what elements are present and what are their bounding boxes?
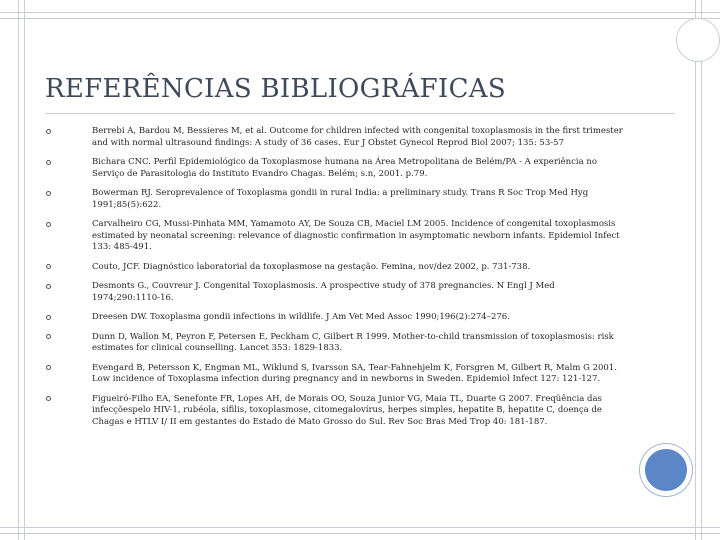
reference-text: Carvalheiro CG, Mussi-Pinhata MM, Yamamoto AY, De Souza CB, Maciel LM 2005. Incidence of congenital toxoplasmosis estimated by neonatal screening: relevance of diagnostic confirmation in asymptomatic newborn infants. Epidemiol Infect 133: 485-491. — [92, 219, 620, 252]
reference-text: Bichara CNC. Perfil Epidemiológico da Toxoplasmose humana na Área Metropolitana de Belém/PA - A experiência no Serviço de Parasitologia do Instituto Evandro Chagas. Belém; s.n, 2001. p.79. — [92, 157, 597, 179]
frame-line-right-outer — [701, 0, 702, 540]
frame-line-left-outer — [18, 0, 19, 540]
frame-line-top-outer — [0, 12, 720, 13]
title-divider — [45, 113, 675, 114]
decorative-circle-bottom-right — [640, 444, 692, 496]
bullet-icon — [46, 334, 51, 339]
bullet-icon — [46, 129, 51, 134]
bullet-icon — [46, 222, 51, 227]
frame-line-right-inner — [695, 0, 696, 540]
reference-text: Dunn D, Wallon M, Peyron F, Petersen E, Peckham C, Gilbert R 1999. Mother-to-child transmission of toxoplasmosis: risk estimates for clinical counselling. Lancet 353: 1829-1833. — [92, 331, 614, 353]
reference-item — [44, 126, 624, 149]
reference-text: Couto, JCF. Diagnóstico laboratorial da toxoplasmose na gestação. Femina, nov/dez 2002, p. 731-738. — [92, 261, 531, 272]
reference-text: Evengard B, Petersson K, Engman ML, Wiklund S, Ivarsson SA, Tear-Fahnehjelm K, Forsgren M, Gilbert R, Malm G 2001. Low incidence of Toxoplasma infection during pregnancy and in newborns in Sweden. Epidemiol Infect 127: 121-127. — [92, 362, 617, 384]
reference-item — [44, 332, 624, 355]
reference-item — [44, 188, 624, 211]
reference-item — [44, 262, 624, 274]
bullet-icon — [46, 396, 51, 401]
reference-text: Desmonts G., Couvreur J. Congenital Toxoplasmosis. A prospective study of 378 pregnancies. N Engl J Med 1974;290:1110-16. — [92, 281, 555, 303]
bullet-icon — [46, 160, 51, 165]
reference-list — [44, 126, 624, 436]
reference-item — [44, 312, 624, 324]
decorative-circle-top-right — [676, 18, 720, 62]
slide-title: REFERÊNCIAS BIBLIOGRÁFICAS — [45, 74, 506, 104]
reference-item — [44, 394, 624, 429]
bullet-icon — [46, 264, 51, 269]
reference-text: Bowerman RJ. Seroprevalence of Toxoplasma gondii in rural India: a preliminary study. Trans R Soc Trop Med Hyg 1991;85(5):622. — [92, 188, 589, 210]
reference-item — [44, 157, 624, 180]
reference-text: Figueiró-Filho EA, Senefonte FR, Lopes AH, de Morais OO, Souza Junior VG, Maia TL, Duarte G 2007. Freqüência das infecçõespelo HIV-1, rubéola, sífilis, toxoplasmose, citomegalovírus, herpes simples, hepatite B, hepatite C, doença de Chagas e HTLV I/ II em gestantes do Estado de Mato Grosso do Sul. Rev Soc Bras Med Trop 40: 181-187. — [92, 393, 602, 427]
reference-text: Dreesen DW. Toxoplasma gondii infections in wildlife. J Am Vet Med Assoc 1990;196(2):274–276. — [92, 312, 510, 322]
frame-line-top-inner — [0, 18, 720, 19]
reference-item — [44, 281, 624, 304]
frame-line-bottom-outer — [0, 533, 720, 534]
frame-line-left-inner — [24, 0, 25, 540]
bullet-icon — [46, 365, 51, 370]
reference-text: Berrebi A, Bardou M, Bessieres M, et al. Outcome for children infected with congenital toxoplasmosis in the first trimester and with normal ultrasound findings: A study of 36 cases. Eur J Obstet Gynecol Reprod Biol 2007; 135: 53-57 — [92, 126, 623, 148]
frame-line-bottom-inner — [0, 527, 720, 528]
bullet-icon — [46, 284, 51, 289]
reference-item — [44, 219, 624, 254]
bullet-icon — [46, 315, 51, 320]
reference-item — [44, 363, 624, 386]
bullet-icon — [46, 191, 51, 196]
